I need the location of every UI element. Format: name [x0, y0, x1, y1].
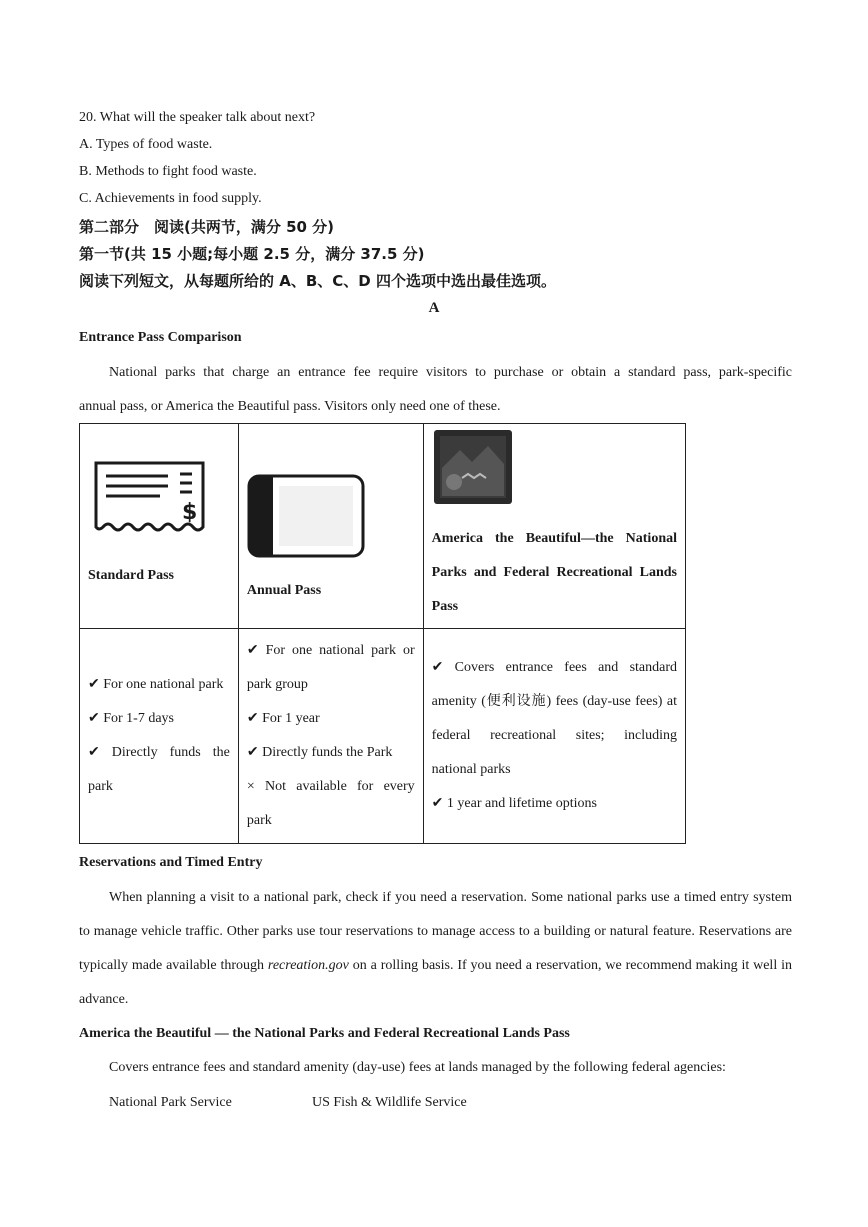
table-features-row — [80, 629, 686, 844]
atb-pass-features — [423, 629, 685, 844]
standard-feature-2: ✔ For 1-7 days — [88, 711, 175, 726]
agency-list — [109, 1093, 467, 1113]
pass-comparison-table — [79, 423, 686, 844]
recreation-gov-link: recreation.gov — [267, 958, 349, 973]
reservations-text-2: on a rolling basis. If you need a reservation, we recommend making it well in advance. — [79, 958, 792, 1007]
annual-feature-4: × Not available for every park — [246, 779, 415, 828]
intro-line-1: National parks that charge an entrance fee require visitors to purchase or obtain a standard pass, park-specific — [109, 365, 792, 380]
annual-pass-features — [238, 629, 423, 844]
heading-entrance-pass: Entrance Pass Comparison — [79, 330, 242, 345]
table-header-row — [80, 424, 686, 629]
section-part-heading: 第二部分 阅读(共两节，满分 50 分) — [79, 218, 335, 236]
passage-letter: A — [428, 300, 440, 316]
annual-feature-3: ✔ Directly funds the Park — [246, 745, 393, 760]
question-stem: 20. What will the speaker talk about next? — [79, 110, 316, 125]
standard-feature-3: ✔ Directly funds the park — [88, 745, 230, 794]
intro-line-2: annual pass, or America the Beautiful pass. Visitors only need one of these. — [79, 399, 501, 414]
subsection-heading: 第一节(共 15 小题;每小题 2.5 分，满分 37.5 分) — [79, 245, 425, 263]
atb-pass-header-cell — [423, 424, 685, 629]
annual-feature-1: ✔ For one national park or park group — [246, 643, 415, 692]
reservations-text-1: When planning a visit to a national park, check if you need a reservation. Some national parks use a timed entry system to manage vehicle traffic. Other parks use tour reservations to manage access to a building or natural feature. Reservations are typically made available through — [79, 890, 792, 973]
atb-feature-2: ✔ 1 year and lifetime options — [431, 796, 597, 811]
heading-reservations: Reservations and Timed Entry — [79, 855, 263, 870]
annual-pass-title: Annual Pass — [246, 583, 322, 598]
option-a: A. Types of food waste. — [79, 137, 213, 152]
standard-pass-header-cell — [80, 424, 239, 629]
annual-feature-2: ✔ For 1 year — [246, 711, 320, 726]
covers-text: Covers entrance fees and standard amenity (day-use) fees at lands managed by the following federal agencies: — [109, 1060, 726, 1075]
annual-pass-header-cell — [238, 424, 423, 629]
option-b: B. Methods to fight food waste. — [79, 164, 257, 179]
pass-photo — [432, 428, 677, 522]
standard-pass-features — [80, 629, 239, 844]
card-icon — [247, 472, 415, 574]
svg-text:$: $ — [182, 500, 198, 525]
standard-feature-1: ✔ For one national park — [88, 677, 224, 692]
atb-pass-title: America the Beautiful—the National Parks and Federal Recreational Lands Pass — [431, 531, 677, 614]
agency-item: US Fish & Wildlife Service — [312, 1095, 467, 1110]
reservations-paragraph — [79, 881, 792, 1017]
agency-item: National Park Service — [109, 1095, 232, 1110]
intro-paragraph — [79, 356, 792, 424]
instructions: 阅读下列短文，从每题所给的 A、B、C、D 四个选项中选出最佳选项。 — [79, 272, 556, 290]
heading-atb-pass: America the Beautiful — the National Parks and Federal Recreational Lands Pass — [79, 1026, 570, 1041]
standard-pass-title: Standard Pass — [88, 568, 174, 583]
atb-feature-1: ✔ Covers entrance fees and standard amenity (便利设施) fees (day-use fees) at federal recreational sites; including national parks — [431, 660, 677, 777]
option-c: C. Achievements in food supply. — [79, 191, 262, 206]
receipt-icon — [88, 459, 230, 559]
